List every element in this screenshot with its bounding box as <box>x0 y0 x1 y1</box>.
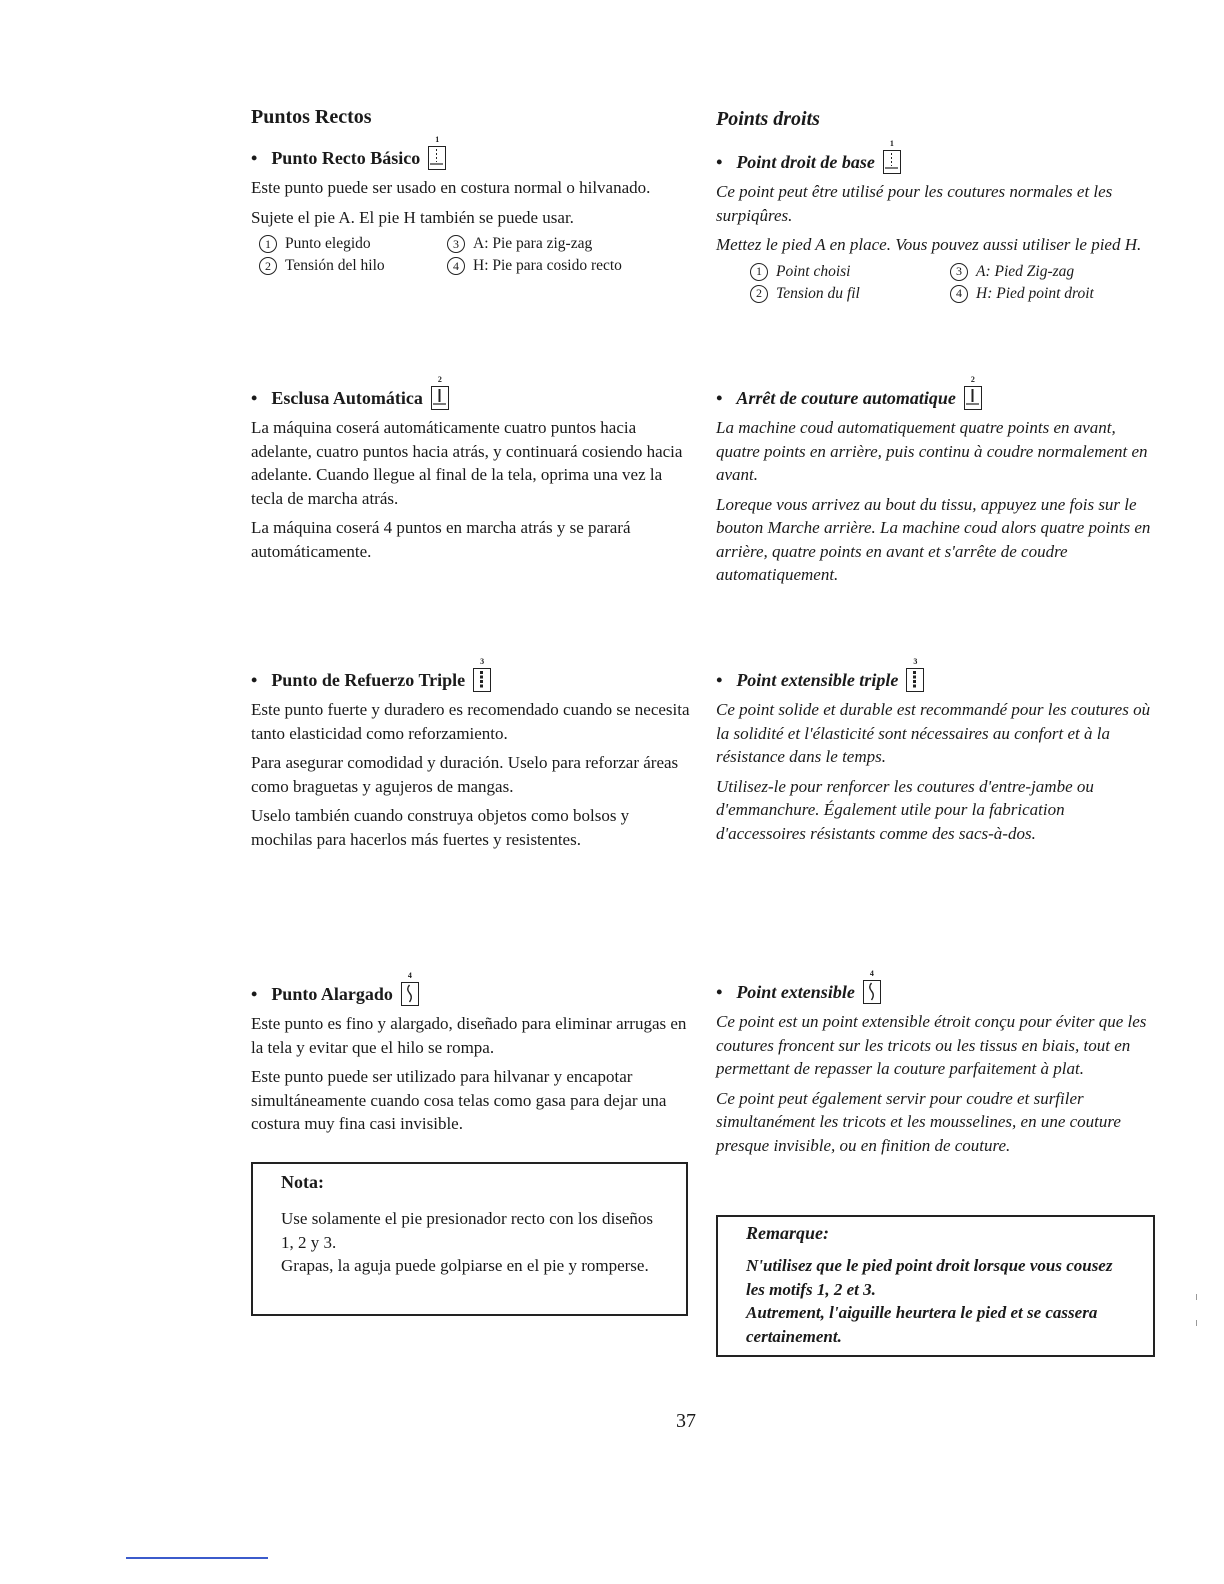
paragraph: Ce point solide et durable est recommandé pour les coutures où la solidité et l'élasticité sont nécessaires au confort et à la résistance dans le temps. <box>716 700 1151 766</box>
legend-item: 3 A: Pied Zig-zag <box>950 263 1170 281</box>
legend-item: 4 H: Pied point droit <box>950 285 1170 303</box>
legend <box>750 263 1156 303</box>
section-stretch <box>251 971 691 1142</box>
icon-number: 3 <box>913 657 918 666</box>
bullet: • <box>251 983 258 1004</box>
legend-item: 3 A: Pie para zig-zag <box>447 235 677 253</box>
number-circle: 3 <box>447 235 465 253</box>
paragraph: Mettez le pied A en place. Vous pouvez aussi utiliser le pied H. <box>716 235 1142 254</box>
legend-item: 2 Tensión del hilo <box>259 257 447 275</box>
note-box <box>716 1215 1155 1357</box>
bullet: • <box>716 151 723 172</box>
note-text: N'utilisez que le pied point droit lorsque vous cousez les motifs 1, 2 et 3. <box>746 1256 1113 1299</box>
section-point-extensible <box>716 969 1156 1163</box>
section-triple-reinforce <box>251 657 691 857</box>
icon-number: 4 <box>869 969 874 978</box>
heading: Punto Alargado <box>271 983 393 1004</box>
legend-item: 1 Punto elegido <box>259 235 447 253</box>
heading: Point extensible triple <box>736 669 899 690</box>
note-title: Remarque: <box>746 1223 829 1243</box>
note-text: Use solamente el pie presionador recto con los diseños 1, 2 y 3. <box>281 1209 654 1252</box>
paragraph: Loreque vous arrivez au bout du tissu, appuyez une fois sur le bouton Marche arrière. La machine coud alors quatre points en arrière, quatre points en avant et s'arrête de coudre automatiquement. <box>716 494 1151 584</box>
number-circle: 4 <box>447 257 465 275</box>
heading-row <box>251 657 691 692</box>
section-auto-lock <box>251 375 691 569</box>
bullet: • <box>716 981 723 1002</box>
bullet: • <box>251 669 258 690</box>
straight-stitch-icon <box>428 135 446 170</box>
paragraph: Utilisez-le pour renforcer les coutures d'entre-jambe ou d'emmanchure. Également utile pour la fabrication d'accessoires résistants comme des sacs-à-dos. <box>716 776 1094 843</box>
legend-item: 2 Tension du fil <box>750 285 950 303</box>
icon-number: 2 <box>970 375 975 384</box>
number-circle: 2 <box>750 285 768 303</box>
heading: Esclusa Automática <box>271 387 423 408</box>
icon-number: 1 <box>435 135 440 144</box>
paragraph: Uselo también cuando construya objetos como bolsos y mochilas para hacerlos más fuertes y resistentes. <box>251 806 630 849</box>
footer-line <box>126 1557 268 1559</box>
stretch-stitch-icon <box>863 969 881 1004</box>
section-arret-couture <box>716 375 1156 593</box>
heading: Punto de Refuerzo Triple <box>271 669 466 690</box>
paragraph: Este punto puede ser utilizado para hilvanar y encapotar simultáneamente cuando cosa telas como gasa para dejar una costura muy fina casi invisible. <box>251 1067 667 1133</box>
heading: Point droit de base <box>736 151 875 172</box>
note-text: Grapas, la aguja puede golpiarse en el pie y romperse. <box>281 1256 649 1275</box>
paragraph: La máquina coserá 4 puntos en marcha atrás y se parará automáticamente. <box>251 518 631 561</box>
heading-row <box>251 375 691 410</box>
bullet: • <box>251 387 258 408</box>
edge-mark <box>1196 1294 1197 1300</box>
paragraph: Ce point peut être utilisé pour les coutures normales et les surpiqûres. <box>716 182 1113 225</box>
lock-stitch-icon <box>964 375 982 410</box>
number-circle: 4 <box>950 285 968 303</box>
paragraph: Sujete el pie A. El pie H también se puede usar. <box>251 207 574 227</box>
number-circle: 1 <box>259 235 277 253</box>
number-circle: 1 <box>750 263 768 281</box>
icon-number: 4 <box>407 971 412 980</box>
note-text: Autrement, l'aiguille heurtera le pied et se cassera certainement. <box>746 1303 1098 1346</box>
stretch-stitch-icon <box>401 971 419 1006</box>
heading-row <box>251 135 691 170</box>
paragraph: Este punto fuerte y duradero es recomendado cuando se necesita tanto elasticidad como reforzamiento. <box>251 700 690 743</box>
legend-item: 1 Point choisi <box>750 263 950 281</box>
heading-row <box>716 139 1156 174</box>
bullet: • <box>251 147 258 168</box>
note-box <box>251 1162 688 1316</box>
spanish-column <box>251 106 690 1275</box>
straight-stitch-icon <box>883 139 901 174</box>
heading-row <box>716 375 1156 410</box>
paragraph: Para asegurar comodidad y duración. Uselo para reforzar áreas como braguetas y agujeros de mangas. <box>251 753 679 796</box>
section-point-triple <box>716 657 1156 851</box>
page-number: 37 <box>676 1410 696 1432</box>
paragraph: La máquina coserá automáticamente cuatro puntos hacia adelante, cuatro puntos hacia atrás, y continuará cosiendo hacia adelante. Cuando llegue al final de la tela, oprima una vez la tecla de marcha atrás. <box>251 418 683 508</box>
section-point-droit <box>716 139 1156 303</box>
number-circle: 3 <box>950 263 968 281</box>
edge-mark <box>1196 1320 1197 1326</box>
lock-stitch-icon <box>431 375 449 410</box>
section-title: Puntos Rectos <box>251 106 372 128</box>
bullet: • <box>716 387 723 408</box>
triple-stitch-icon <box>906 657 924 692</box>
heading-row <box>716 969 1156 1004</box>
icon-number: 2 <box>437 375 442 384</box>
paragraph: Ce point peut également servir pour coudre et surfiler simultanément les tricots et les mousselines, en une couture presque invisible, ou en finition de couture. <box>716 1088 1121 1155</box>
heading-row <box>716 657 1156 692</box>
number-circle: 2 <box>259 257 277 275</box>
paragraph: Ce point est un point extensible étroit conçu pour éviter que les coutures froncent sur les tricots ou les tissus en biais, tout en permettant de repasser la couture parfaitement à plat. <box>716 1012 1147 1078</box>
icon-number: 3 <box>480 657 485 666</box>
legend-item: 4 H: Pie para cosido recto <box>447 257 677 275</box>
section-title: Points droits <box>716 108 820 130</box>
paragraph: La machine coud automatiquement quatre points en avant, quatre points en arrière, puis continu à coudre normalement en avant. <box>716 418 1148 484</box>
paragraph: Este punto puede ser usado en costura normal o hilvanado. <box>251 178 651 197</box>
paragraph: Este punto es fino y alargado, diseñado para eliminar arrugas en la tela y evitar que el hilo se rompa. <box>251 1014 687 1057</box>
legend <box>259 235 691 275</box>
french-column <box>716 108 1156 1346</box>
icon-number: 1 <box>889 139 894 148</box>
section-basic-straight <box>251 135 691 275</box>
heading: Punto Recto Básico <box>271 147 421 168</box>
note-title: Nota: <box>281 1172 324 1192</box>
heading-row <box>251 971 691 1006</box>
triple-stitch-icon <box>473 657 491 692</box>
heading: Arrêt de couture automatique <box>736 387 956 408</box>
heading: Point extensible <box>736 981 855 1002</box>
bullet: • <box>716 669 723 690</box>
